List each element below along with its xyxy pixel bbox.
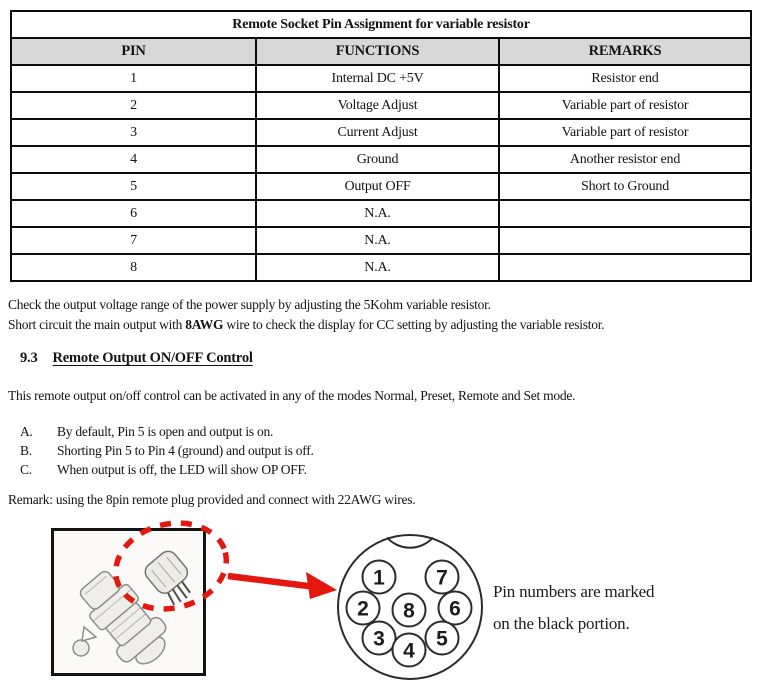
cell-remark [499,200,751,227]
column-header-pin: PIN [11,38,256,65]
section-heading [20,350,253,367]
table-header-row [11,38,751,65]
cell-pin: 7 [11,227,256,254]
cell-remark: Another resistor end [499,146,751,173]
table-row [11,65,751,92]
cell-pin: 8 [11,254,256,281]
connector-photo [51,528,206,676]
cell-remark [499,254,751,281]
pin-number: 6 [449,597,461,621]
column-header-functions: FUNCTIONS [256,38,499,65]
cell-function: Output OFF [256,173,499,200]
table-title-row [11,11,751,38]
table-row [11,119,751,146]
cell-remark: Short to Ground [499,173,751,200]
section-title: Remote Output ON/OFF Control [52,350,253,366]
list-letter: A. [20,424,33,439]
remark-line: Remark: using the 8pin remote plug provided and connect with 22AWG wires. [8,492,416,507]
section-number: 9.3 [20,350,38,366]
table-row [11,146,751,173]
table-row [11,173,751,200]
table-title: Remote Socket Pin Assignment for variable resistor [11,11,751,38]
list-item-c [20,460,314,479]
pin-number: 8 [403,599,415,623]
intro-line-1: Check the output voltage range of the power supply by adjusting the 5Kohm variable resistor. [8,297,491,312]
cell-remark: Variable part of resistor [499,92,751,119]
cell-pin: 3 [11,119,256,146]
list-letter: C. [20,462,32,477]
list-text: Shorting Pin 5 to Pin 4 (ground) and output is off. [57,443,314,458]
pin-assignment-table [10,10,752,282]
list-item-a [20,422,314,441]
cell-pin: 5 [11,173,256,200]
pin-diagram [330,525,500,684]
table-row [11,227,751,254]
cell-function: Ground [256,146,499,173]
table-row [11,254,751,281]
list-letter: B. [20,443,32,458]
table-row [11,200,751,227]
cell-function: N.A. [256,227,499,254]
pin-number: 1 [373,566,385,590]
body-paragraph: This remote output on/off control can be activated in any of the modes Normal, Preset, Remote and Set mode. [8,388,576,403]
cell-remark: Variable part of resistor [499,119,751,146]
column-header-remarks: REMARKS [499,38,751,65]
intro-line-2: Short circuit the main output with 8AWG wire to check the display for CC setting by adjusting the variable resistor. [8,317,605,332]
cell-function: N.A. [256,200,499,227]
cell-remark: Resistor end [499,65,751,92]
pin-number: 5 [436,627,448,651]
pin-number: 3 [373,627,385,651]
intro-paragraph [8,295,604,335]
table-row [11,92,751,119]
lettered-list [20,422,314,479]
cell-pin: 6 [11,200,256,227]
cell-pin: 2 [11,92,256,119]
connector-sketch [54,531,203,673]
list-text: By default, Pin 5 is open and output is on. [57,424,274,439]
awg-bold-text: 8AWG [185,317,224,332]
cell-pin: 4 [11,146,256,173]
cell-pin: 1 [11,65,256,92]
cell-function: N.A. [256,254,499,281]
cell-remark [499,227,751,254]
arrow-shaft [228,576,316,587]
figure-caption-line-1: Pin numbers are marked [493,582,655,601]
pin-number: 7 [436,566,448,590]
figure-caption-line-2: on the black portion. [493,614,630,633]
cell-function: Voltage Adjust [256,92,499,119]
cell-function: Internal DC +5V [256,65,499,92]
pin-number: 4 [403,639,415,663]
list-text: When output is off, the LED will show OP OFF. [57,462,307,477]
list-item-b [20,441,314,460]
pin-number: 2 [357,597,369,621]
cell-function: Current Adjust [256,119,499,146]
